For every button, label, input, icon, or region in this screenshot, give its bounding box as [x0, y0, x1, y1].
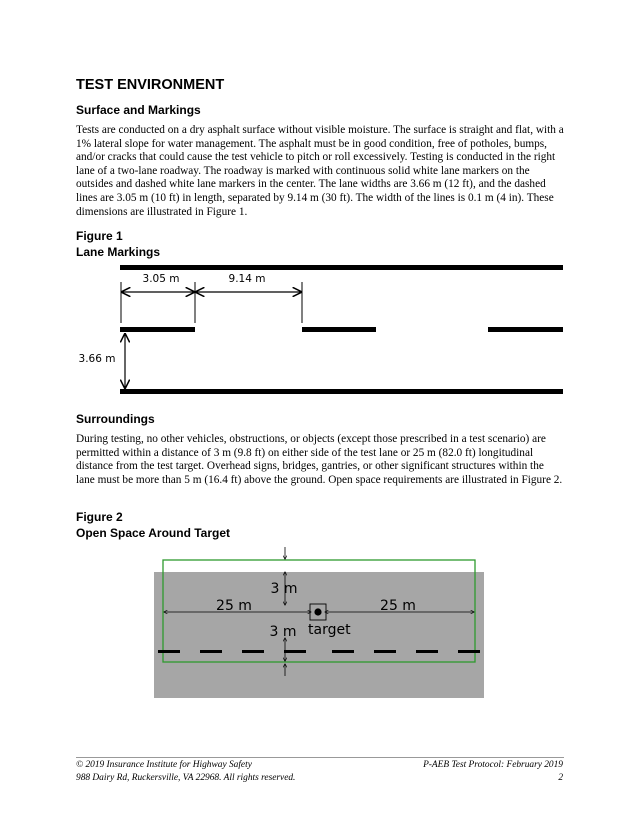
- lane-width-label: 3.66 m: [78, 353, 116, 365]
- lateral-bottom-label: 3 m: [269, 624, 297, 640]
- figure2-number: Figure 2: [76, 510, 123, 524]
- lateral-top-label: 3 m: [270, 581, 298, 597]
- longitudinal-right-label: 25 m: [380, 598, 416, 614]
- dash-length-label: 3.05 m: [142, 273, 180, 285]
- footer-rule: [76, 757, 564, 758]
- figure1-caption: Lane Markings: [76, 245, 161, 259]
- footer-page-number: 2: [558, 773, 563, 783]
- footer-protocol: P-AEB Test Protocol: February 2019: [423, 760, 563, 770]
- surroundings-heading: Surroundings: [76, 412, 155, 426]
- target-marker: [314, 608, 321, 615]
- longitudinal-left-label: 25 m: [216, 598, 252, 614]
- figure2-caption: Open Space Around Target: [76, 526, 231, 540]
- section-title: TEST ENVIRONMENT: [76, 77, 225, 93]
- surface-heading: Surface and Markings: [76, 103, 201, 117]
- gap-length-label: 9.14 m: [228, 273, 266, 285]
- footer-address: 988 Dairy Rd, Ruckersville, VA 22968. All rights reserved.: [76, 773, 296, 783]
- footer-copyright: © 2019 Insurance Institute for Highway Safety: [76, 760, 252, 770]
- surface-paragraph: Tests are conducted on a dry asphalt surface without visible moisture. The surface is straight and flat, with a 1% lateral slope for water management. The asphalt must be in good condition, free of potholes, bumps, and/or cracks that could cause the test vehicle to pitch or roll excessively. Testing is conducted in the right lane of a two-lane roadway. The roadway is marked with continuous solid white lane markers on the outsides and dashed white lane markers in the center. The lane widths are 3.66 m (12 ft), and the dashed lines are 3.05 m (10 ft) in length, separated by 9.14 m (30 ft). The width of the lines is 0.1 m (4 in). These dimensions are illustrated in Figure 1.: [76, 124, 564, 218]
- surroundings-paragraph: During testing, no other vehicles, obstructions, or objects (except those prescribed in a test scenario) are permitted within a distance of 3 m (9.8 ft) on either side of the test lane or 25 m (82.0 ft) longitudinal distance from the test target. Overhead signs, bridges, gantries, or other significant structures within the lane must be more than 5 m (16.4 ft) above the ground. Open space requirements are illustrated in Figure 2.: [76, 433, 563, 486]
- target-label: target: [308, 622, 351, 638]
- figure1-number: Figure 1: [76, 229, 123, 243]
